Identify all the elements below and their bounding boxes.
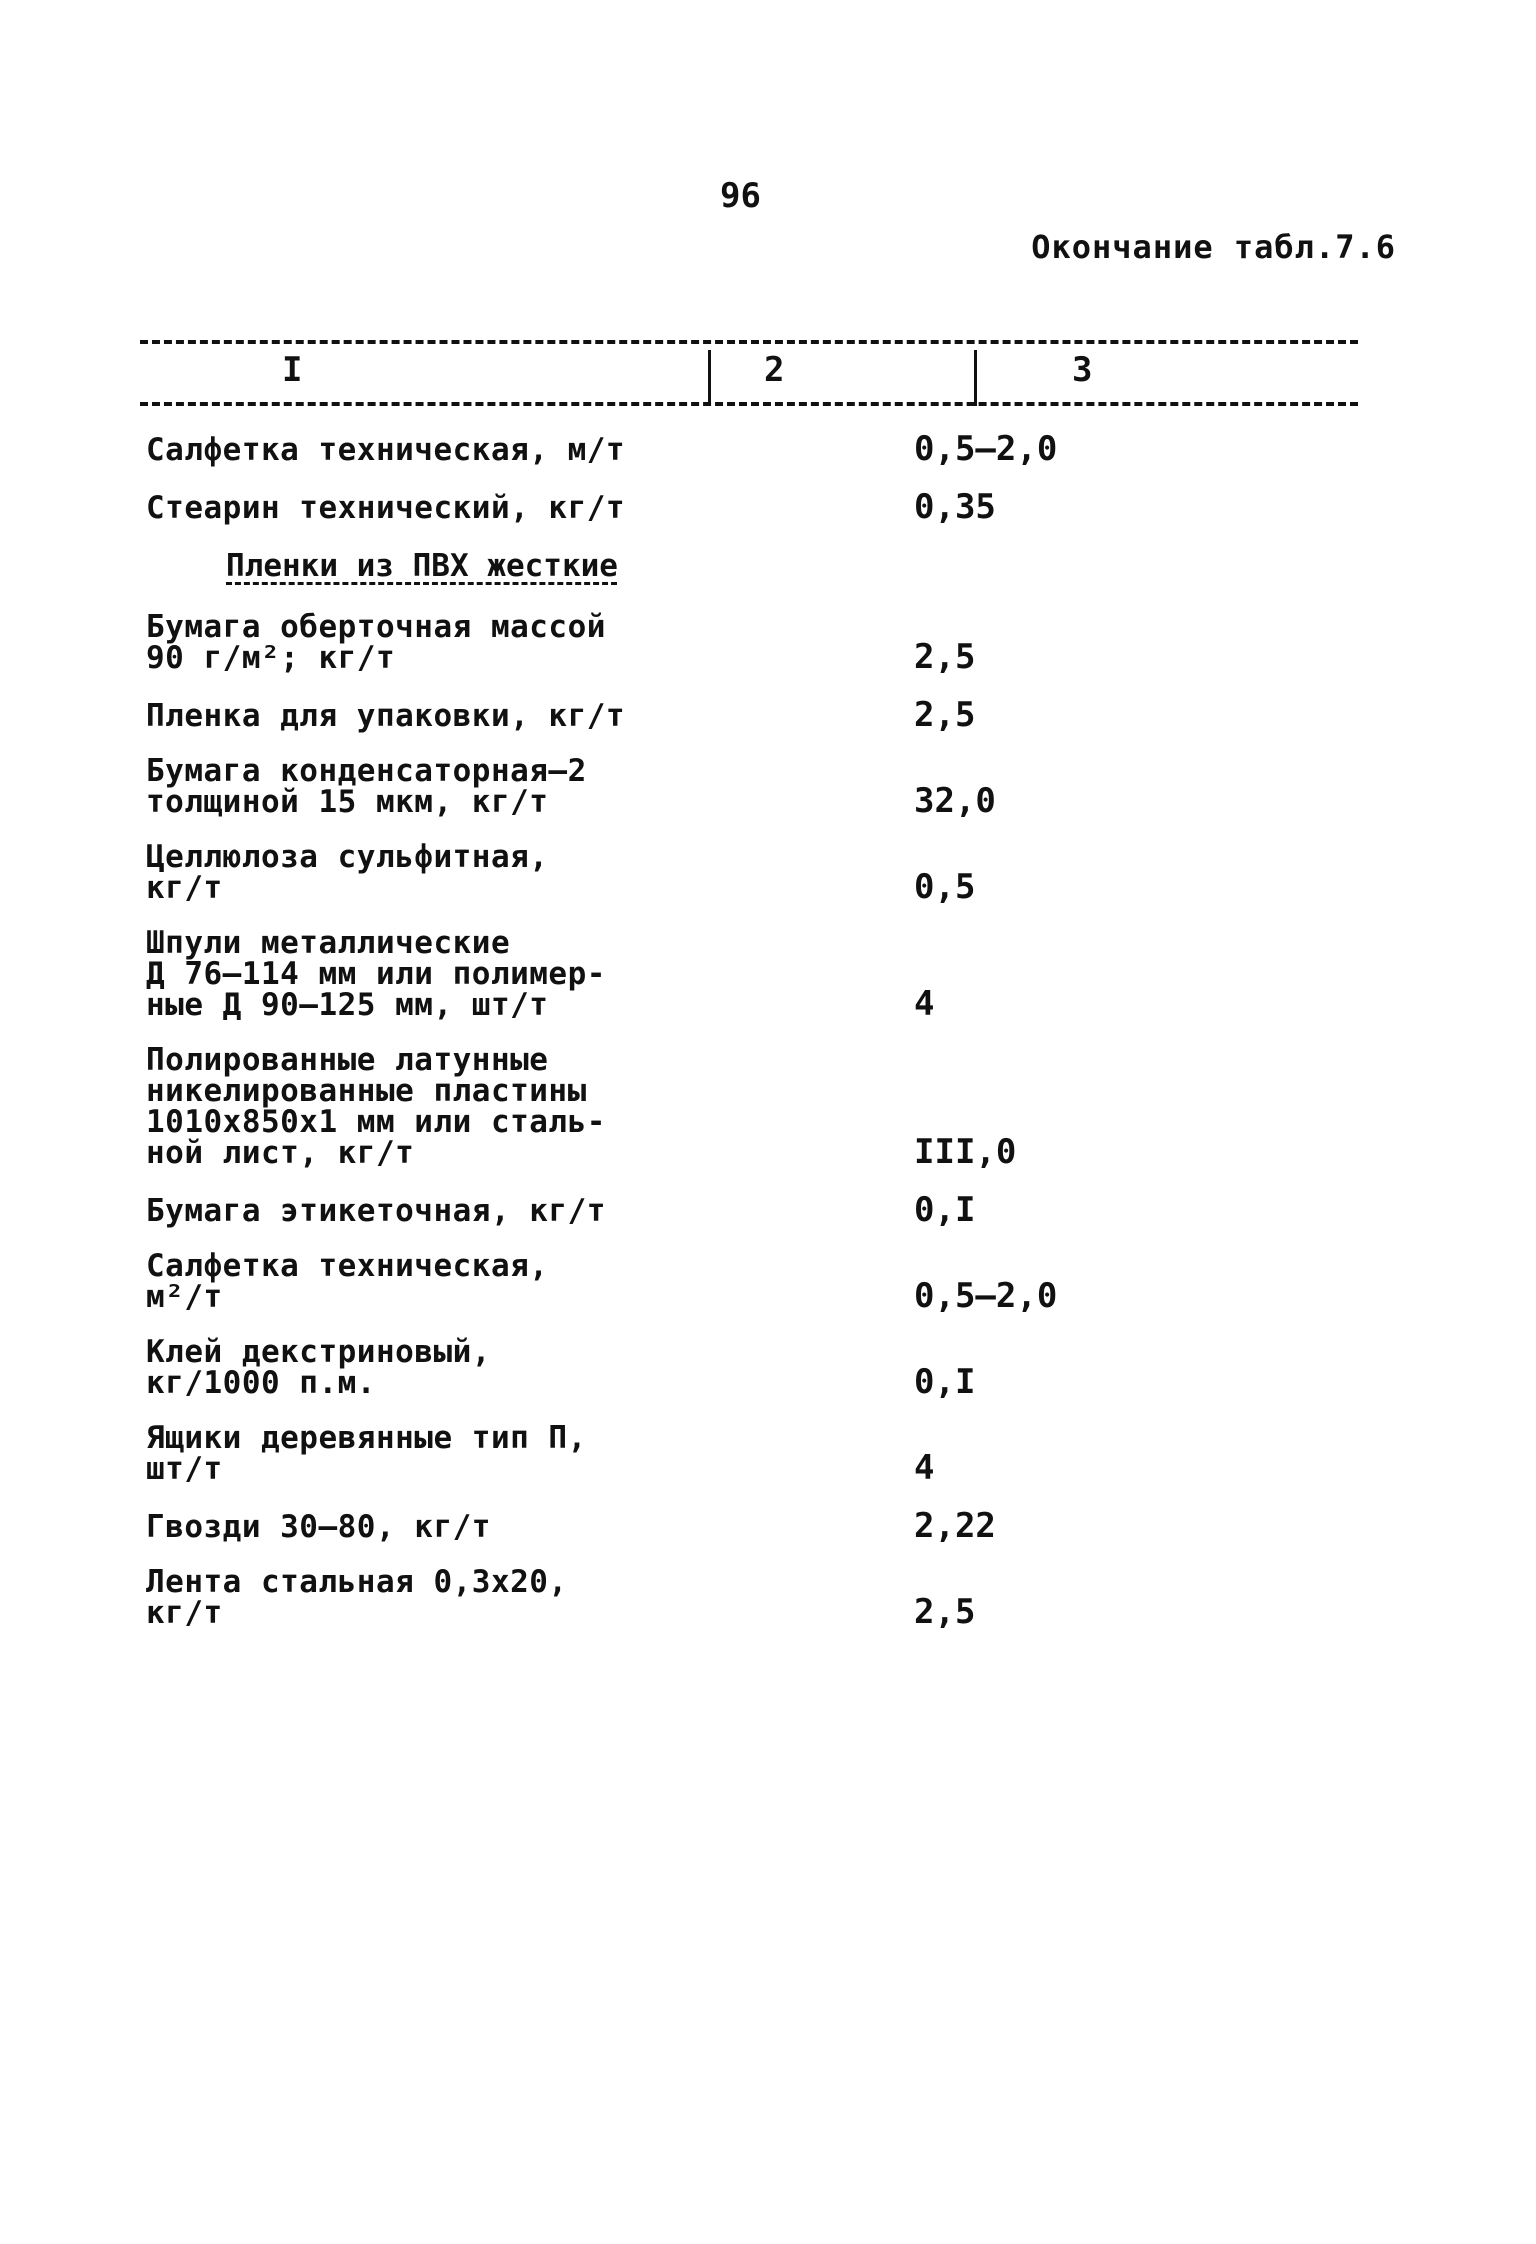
column-separator <box>708 350 711 406</box>
row-label: Гвозди 30–80, кг/т <box>146 1509 491 1545</box>
table-row <box>146 1506 1356 1546</box>
table-row <box>146 1420 1356 1488</box>
row-label: Стеарин технический, кг/т <box>146 490 626 526</box>
row-value: 0,35 <box>914 487 996 527</box>
row-value: 0,5–2,0 <box>914 1276 1058 1316</box>
section-title: Пленки из ПВХ жесткие <box>226 548 618 584</box>
page-number: 96 <box>720 176 761 216</box>
table-row <box>146 1334 1356 1402</box>
row-label: Пленка для упаковки, кг/т <box>146 698 626 734</box>
row-value: 2,5 <box>914 695 976 735</box>
table-row <box>146 1248 1356 1316</box>
row-value: 0,5–2,0 <box>914 429 1058 469</box>
table-caption: Окончание табл.7.6 <box>1031 228 1396 266</box>
row-value: 2,5 <box>914 637 976 677</box>
row-value: 2,5 <box>914 1592 976 1632</box>
row-value: 4 <box>914 1448 935 1488</box>
table-row <box>146 925 1356 1024</box>
row-value: 0,I <box>914 1190 976 1230</box>
row-value: III,0 <box>914 1132 1017 1172</box>
row-label: Полированные латунные никелированные пластины 1010х850х1 мм или сталь- ной лист, кг/т <box>146 1042 606 1171</box>
row-value: 0,5 <box>914 867 976 907</box>
row-label: Шпули металлические Д 76–114 мм или полимер- ные Д 90–125 мм, шт/т <box>146 925 606 1023</box>
column-header-1: I <box>282 350 303 390</box>
table-header-rule <box>140 402 1358 406</box>
row-label: Бумага конденсаторная–2 толщиной 15 мкм, кг/т <box>146 753 587 820</box>
table-row <box>146 1564 1356 1632</box>
row-label: Ящики деревянные тип П, шт/т <box>146 1420 587 1487</box>
table-row <box>146 1190 1356 1230</box>
table-row <box>146 1042 1356 1172</box>
table-row <box>146 839 1356 907</box>
row-label: Салфетка техническая, м²/т <box>146 1248 549 1315</box>
table-row <box>146 609 1356 677</box>
row-label: Бумага этикеточная, кг/т <box>146 1193 606 1229</box>
row-label: Бумага оберточная массой 90 г/м²; кг/т <box>146 609 606 676</box>
table-row <box>146 487 1356 527</box>
column-separator <box>974 350 977 406</box>
column-header-3: 3 <box>1072 350 1093 390</box>
table-body <box>146 429 1356 1653</box>
table-row <box>146 753 1356 821</box>
table-row <box>146 695 1356 735</box>
row-value: 0,I <box>914 1362 976 1402</box>
row-value: 32,0 <box>914 781 996 821</box>
row-label: Салфетка техническая, м/т <box>146 432 626 468</box>
table-row <box>146 429 1356 469</box>
row-label: Клей декстриновый, кг/1000 п.м. <box>146 1334 491 1401</box>
row-value: 2,22 <box>914 1506 996 1546</box>
table-top-rule <box>140 340 1358 344</box>
column-header-2: 2 <box>764 350 785 390</box>
row-label: Лента стальная 0,3х20, кг/т <box>146 1564 568 1631</box>
row-label: Целлюлоза сульфитная, кг/т <box>146 839 549 906</box>
row-value: 4 <box>914 984 935 1024</box>
